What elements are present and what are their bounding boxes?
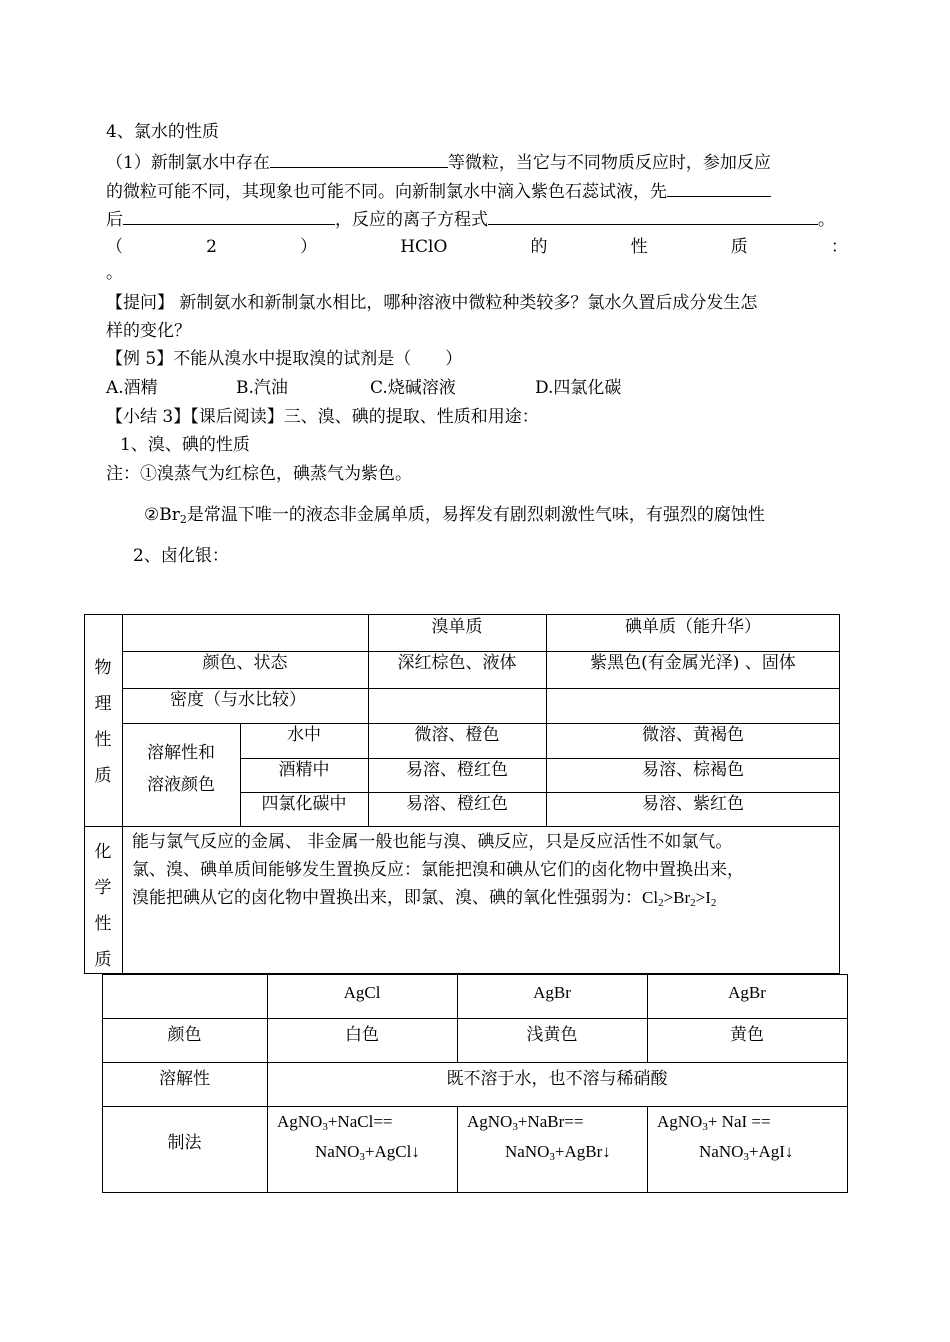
oxidizing-formula [642,888,716,907]
solvent-ccl4: 四氯化碳中 [261,794,347,814]
header-agbr: AgBr [533,983,571,1002]
eq-part: +NaBr== [517,1112,584,1131]
answer-blank[interactable] [488,207,818,225]
agcl-preparation [277,1111,420,1163]
subscript: 2 [179,513,187,526]
agbr-color: 浅黄色 [526,1025,578,1044]
iodine-water: 微溶、黄褐色 [642,725,744,745]
row-label-color-state: 颜色、状态 [202,653,288,673]
chem-line: 氯、溴、碘单质间能够发生置换反应：氯能把溴和碘从它们的卤化物中置换出来， [132,860,744,880]
formula-part: Cl [642,888,659,907]
q1-text-a: （1）新制氯水中存在 [106,153,270,173]
row-label-solubility: 溶解性 [159,1069,210,1088]
label-char: 性 [94,730,112,750]
option-c: C.烧碱溶液 [370,378,456,398]
label-char: 化 [94,842,112,862]
q2-token: 2 [206,237,217,257]
q2-token: ） [300,237,318,257]
q1-text-line3c: 。 [818,210,835,230]
row-label-preparation: 制法 [167,1133,202,1152]
example5-stem: 【例 5】不能从溴水中提取溴的试剂是（ ） [106,349,463,369]
q2-token: 性 [630,237,648,257]
label-char: 物 [94,658,112,678]
label-char: 学 [94,878,112,898]
agbr-preparation [467,1111,611,1163]
physical-properties-label [84,650,122,794]
subscript: 3 [359,1151,365,1163]
q1-line3 [106,207,835,231]
header-bromine: 溴单质 [431,617,483,637]
label-line: 溶液颜色 [147,775,215,795]
bromine-alcohol: 易溶、橙红色 [406,760,508,780]
note-2 [144,504,765,526]
eq-part: NaNO [315,1142,360,1161]
formula-part: >Br [663,888,691,907]
subscript: 3 [322,1121,328,1133]
agi-color: 黄色 [730,1025,764,1044]
subscript: 3 [743,1151,749,1163]
q1-line1 [106,150,771,174]
silver-halide-table [102,974,848,1193]
iodine-ccl4: 易溶、紫红色 [642,794,744,814]
eq-part: +AgBr↓ [554,1142,611,1161]
eq-part: NaNO [505,1142,550,1161]
eq-part: NaNO [699,1142,744,1161]
eq-part: +AgI↓ [748,1142,794,1161]
header-agbr-2: AgBr [728,983,766,1002]
sub-heading-2: 2、卤化银： [133,546,229,566]
header-iodine: 碘单质（能升华） [625,617,761,637]
bromine-ccl4: 易溶、橙红色 [406,794,508,814]
subscript: 2 [690,897,696,909]
label-char: 理 [94,694,112,714]
subscript: 3 [512,1121,518,1133]
label-char: 质 [94,950,112,970]
subscript: 2 [658,897,664,909]
q1-text-line3b: ，反应的离子方程式 [335,210,488,230]
chem-line: 能与氯气反应的金属、 非金属一般也能与溴、碘反应，只是反应活性不如氯气。 [132,832,733,852]
chem-line-text: 溴能把碘从它的卤化物中置换出来，即氯、溴、碘的氧化性强弱为： [132,888,642,908]
chem-line [132,884,744,912]
iodine-color-state: 紫黑色(有金属光泽) 、固体 [590,653,796,673]
q1-line2 [106,179,771,203]
q2-token: HClO [400,237,448,257]
row-label-density: 密度（与水比较） [170,690,306,710]
q2-token: （ [106,237,123,257]
eq-part: +NaCl== [327,1112,393,1131]
option-b: B.汽油 [236,378,288,398]
eq-part: AgNO [277,1112,323,1131]
iodine-alcohol: 易溶、棕褐色 [642,760,744,780]
bromine-water: 微溶、橙色 [414,725,500,745]
answer-blank[interactable] [270,150,448,168]
eq-part: AgNO [657,1112,703,1131]
chem-text [132,828,744,912]
chemical-properties-label [84,834,122,978]
halogen-properties-table [84,614,840,974]
label-char: 性 [94,914,112,934]
eq-part: AgNO [467,1112,513,1131]
q2-line2: 。 [106,263,123,283]
formula-part: >I [695,888,711,907]
answer-blank[interactable] [667,179,771,197]
eq-part: + NaI == [707,1112,771,1131]
q2-token: 的 [530,237,548,257]
question-line2: 样的变化？ [106,321,191,341]
note-2-text: 是常温下唯一的液态非金属单质，易挥发有剧烈刺激性气味，有强烈的腐蚀性 [186,505,765,525]
q1-text-line2: 的微粒可能不同，其现象也可能不同。向新制氯水中滴入紫色石蕊试液，先 [106,182,667,202]
note-1: 注：①溴蒸气为红棕色，碘蒸气为紫色。 [106,464,412,484]
q2-token: 质 [730,237,748,257]
q1-text-b: 等微粒，当它与不同物质反应时，参加反应 [447,153,771,173]
header-agcl: AgCl [343,983,381,1002]
note-2-text: ②Br [144,505,180,525]
agi-preparation [657,1111,793,1163]
row-label-color: 颜色 [167,1025,202,1044]
eq-part: +AgCl↓ [364,1142,420,1161]
subscript: 3 [702,1121,708,1133]
option-a: A.酒精 [106,378,158,398]
label-line: 溶解性和 [147,743,215,763]
q2-token: ： [830,237,848,257]
sub-heading-1: 1、溴、碘的性质 [120,435,250,455]
subscript: 2 [710,897,717,909]
q1-text-line3a: 后 [106,210,123,230]
q2-line1 [106,236,848,258]
summary3: 【小结 3】【课后阅读】三、溴、碘的提取、性质和用途： [106,407,539,427]
section-title: 4、氯水的性质 [106,122,219,142]
bromine-color-state: 深红棕色、液体 [397,653,517,673]
label-char: 质 [94,766,112,786]
option-d: D.四氯化碳 [535,378,622,398]
solvent-alcohol: 酒精中 [278,760,330,780]
question-line1: 【提问】 新制氨水和新制氯水相比，哪种溶液中微粒种类较多？氯水久置后成分发生怎 [106,293,758,313]
answer-blank[interactable] [123,207,335,225]
silver-halide-solubility: 既不溶于水，也不溶与稀硝酸 [446,1069,668,1088]
agcl-color: 白色 [345,1025,379,1044]
row-label-solubility [122,742,240,796]
solvent-water: 水中 [287,725,321,745]
subscript: 3 [549,1151,555,1163]
